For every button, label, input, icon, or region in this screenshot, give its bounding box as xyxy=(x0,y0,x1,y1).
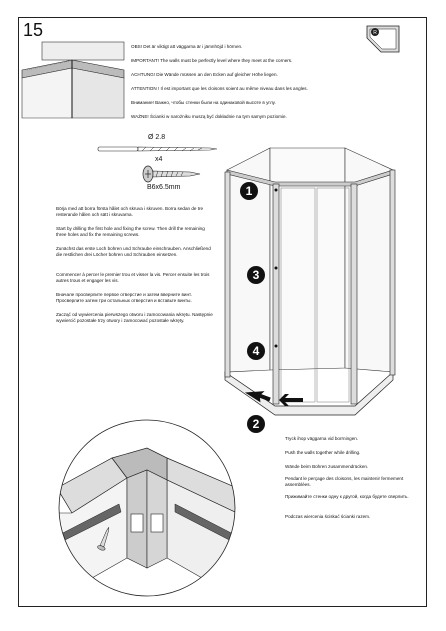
warning-fr: ATTENTION ! Il est important que les cloisons soient au même niveau dans les angles. xyxy=(131,86,308,91)
svg-text:4: 4 xyxy=(252,344,260,358)
instruction-fr: Commencer à percer le premier trou et visser la vis. Percer ensuite les trois autres trous et engager les vis. xyxy=(56,272,210,283)
instruction-sv: Börja med att borra första hålet och skruva i skruven. Borra sedan de tre resterande hålen och sätt i skruvarna. xyxy=(56,206,204,217)
warning-ru: Внимание! Важно, чтобы стенки были на одинаковой высоте в углу. xyxy=(131,100,276,105)
svg-text:3: 3 xyxy=(252,268,260,282)
marker-1 xyxy=(239,181,259,201)
warning-de: ACHTUNG! Die Wände müssen an den Ecken auf gleicher Höhe liegen. xyxy=(131,72,278,77)
profile-detail-circle xyxy=(57,418,237,598)
svg-text:2: 2 xyxy=(252,417,260,431)
svg-text:1: 1 xyxy=(245,184,253,198)
warning-pl: WAŻNE! Ścianki w narożniku muszą być dokładnie na tym samym poziomie. xyxy=(131,114,287,119)
instruction-ru: Вначале просверлите первое отверстие и затем вверните винт. Просверлите затем три остальных отверстия и вставьте винты. xyxy=(56,292,192,303)
warning-en: IMPORTANT! The walls must be perfectly level where they meet at the corners. xyxy=(131,58,293,63)
instruction-pl: Zacząć od wywiercenia pierwszego otworu i zamocowania wkrętu. Następnie wywiercić pozostałe trzy otwory i zamocować pozostałe wkręty. xyxy=(56,312,213,323)
marker-3 xyxy=(246,265,266,285)
instruction-en: Start by drilling the first hole and fixing the screw. Then drill the remaining three holes and fix the remaining screws. xyxy=(56,226,205,237)
screw-icon xyxy=(142,164,202,184)
push-instruction-de: Wände beim Bohren zusammendrücken. xyxy=(285,464,369,469)
push-instruction-en: Push the walls together while drilling. xyxy=(285,450,361,455)
svg-text:R: R xyxy=(373,30,377,36)
push-instruction-sv: Tryck ihop väggarna vid borrningen. xyxy=(285,436,359,441)
push-instruction-pl: Podczas wiercenia ściskać ścianki razem. xyxy=(285,514,371,519)
drill-size-label: Ø 2.8 xyxy=(148,134,166,141)
drill-bit-icon xyxy=(98,144,218,154)
screw-size-label: B6x6.5mm xyxy=(147,184,181,191)
instruction-de: Zunächst das erste Loch bohren und Schraube einschrauben. Anschließend die restlichen drei Löcher bohren und Schrauben einsetzen. xyxy=(56,246,211,257)
screw-count-label: x4 xyxy=(155,156,163,163)
marker-4 xyxy=(246,341,266,361)
push-instruction-fr: Pendant le perçage des cloisons, les maintenir fermement assemblées. xyxy=(285,476,404,487)
corner-alignment-illustration xyxy=(22,40,126,120)
step-number: 15 xyxy=(23,20,44,40)
warning-sv: OBS! Det är viktigt att väggarna är i jämnhöjd i hörnen. xyxy=(131,44,243,49)
push-instruction-ru: Прижимайте стенки одну к другой, когда будете сверлить. xyxy=(285,494,409,499)
marker-2 xyxy=(246,414,266,434)
